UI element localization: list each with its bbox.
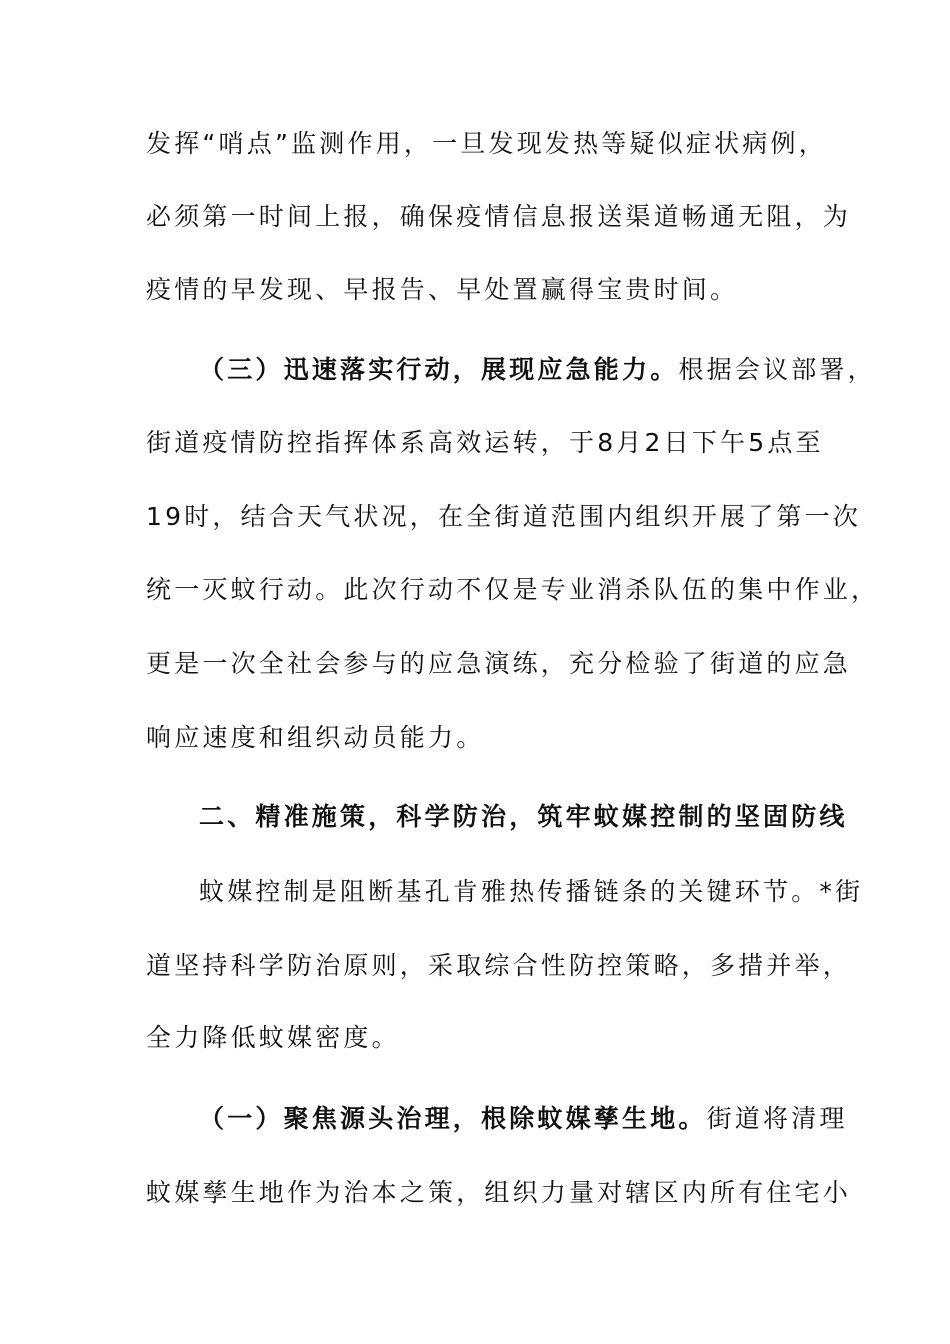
paragraph-line: 疫情的早发现、早报告、早处置赢得宝贵时间。 — [146, 275, 739, 304]
section-heading: 二、精准施策，科学防治，筑牢蚊媒控制的坚固防线 — [199, 802, 848, 831]
paragraph-text: 街道将清理 — [706, 1104, 848, 1133]
paragraph-line: 统一灭蚊行动。此次行动不仅是专业消杀队伍的集中作业， — [146, 575, 880, 604]
paragraph-line: 响应速度和组织动员能力。 — [146, 723, 485, 752]
paragraph-line: 全力降低蚊媒密度。 — [146, 1023, 400, 1052]
subsection-heading-line — [199, 1102, 848, 1136]
paragraph-line: 发挥“哨点”监测作用，一旦发现发热等疑似症状病例， — [146, 129, 827, 158]
paragraph-line: 街道疫情防控指挥体系高效运转，于8月2日下午5点至 — [146, 428, 824, 457]
paragraph-line: 必须第一时间上报，确保疫情信息报送渠道畅通无阻，为 — [146, 202, 852, 231]
paragraph-line: 更是一次全社会参与的应急演练，充分检验了街道的应急 — [146, 649, 852, 678]
paragraph-line: 蚊媒控制是阻断基孔肯雅热传播链条的关键环节。*街 — [199, 877, 864, 906]
paragraph-line: 道坚持科学防治原则，采取综合性防控策略，多措并举， — [146, 951, 852, 980]
subsection-heading-line — [199, 353, 876, 387]
paragraph-line: 19时，结合天气状况，在全街道范围内组织开展了第一次 — [146, 502, 862, 531]
subsection-title: （三）迅速落实行动，展现应急能力。 — [199, 355, 679, 384]
subsection-title: （一）聚焦源头治理，根除蚊媒孳生地。 — [199, 1104, 707, 1133]
paragraph-line: 蚊媒孳生地作为治本之策，组织力量对辖区内所有住宅小 — [146, 1178, 852, 1207]
paragraph-text: 根据会议部署， — [678, 355, 876, 384]
